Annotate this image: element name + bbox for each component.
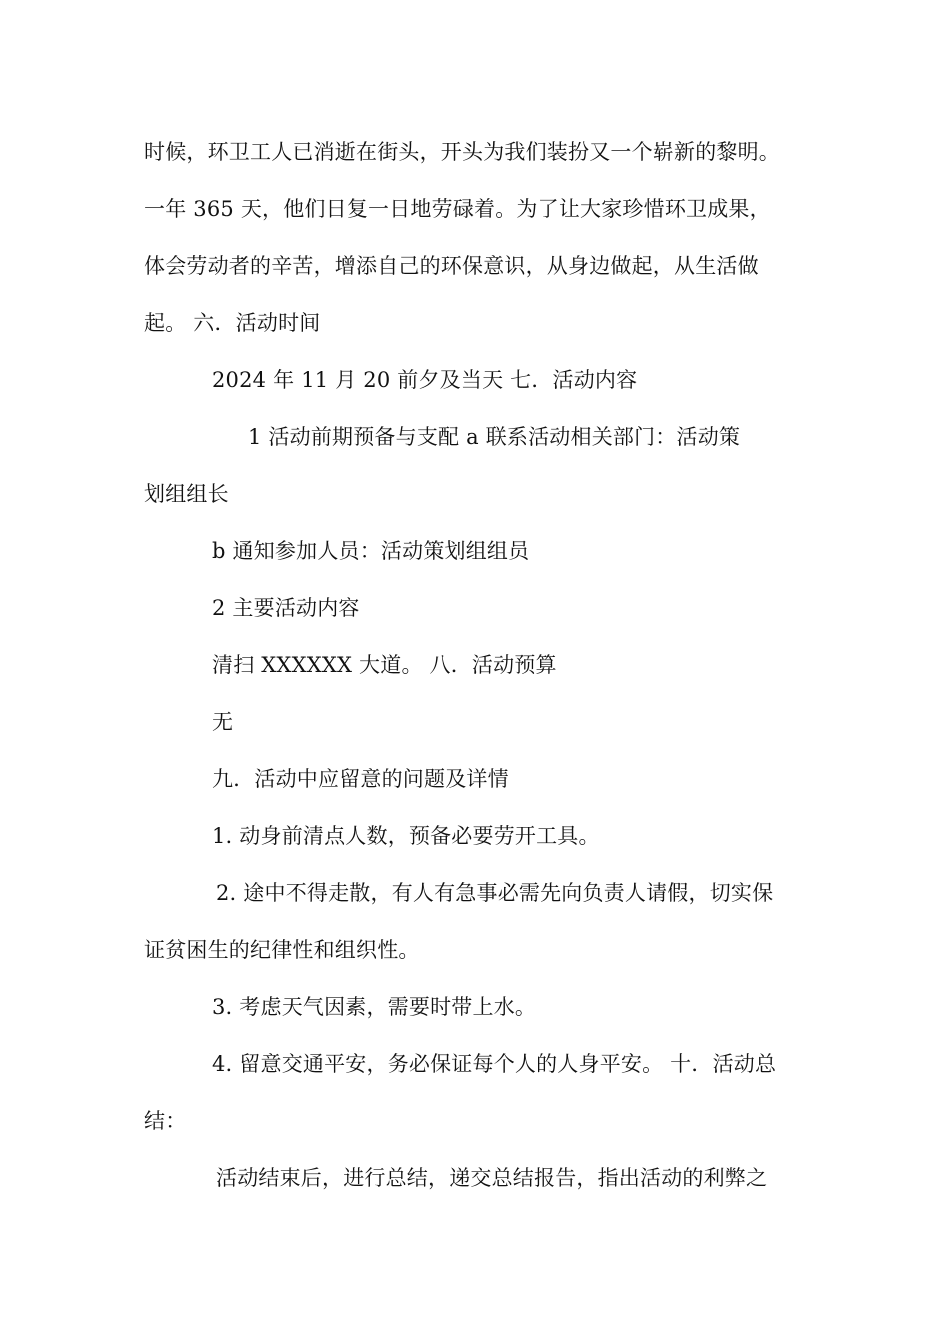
text-line-14: 2. 途中不得走散，有人有急事必需先向负责人请假，切实保 (216, 881, 774, 905)
text-line-6: 1 活动前期预备与支配 a 联系活动相关部门：活动策 (248, 425, 741, 449)
text-line-7: 划组组长 (144, 482, 229, 506)
text-line-4: 起。 六．活动时间 (144, 311, 321, 335)
text-line-19: 活动结束后，进行总结，递交总结报告，指出活动的利弊之 (216, 1166, 768, 1190)
text-line-13: 1. 动身前清点人数，预备必要劳开工具。 (212, 824, 600, 848)
text-line-2: 一年 365 天，他们日复一日地劳碌着。为了让大家珍惜环卫成果， (144, 197, 771, 221)
text-line-18: 结： (144, 1109, 187, 1133)
text-line-16: 3. 考虑天气因素，需要时带上水。 (212, 995, 537, 1019)
text-line-8: b 通知参加人员：活动策划组组员 (212, 539, 530, 563)
text-line-11: 无 (212, 710, 234, 734)
text-line-10: 清扫 XXXXXX 大道。 八．活动预算 (212, 653, 557, 677)
text-line-9: 2 主要活动内容 (212, 596, 360, 620)
text-line-3: 体会劳动者的辛苦，增添自己的环保意识，从身边做起，从生活做 (144, 254, 759, 278)
text-line-15: 证贫困生的纪律性和组织性。 (144, 938, 420, 962)
text-line-17: 4. 留意交通平安，务必保证每个人的人身平安。 十．活动总 (212, 1052, 777, 1076)
text-line-1: 时候，环卫工人已消逝在街头，开头为我们装扮又一个崭新的黎明。 (144, 140, 780, 164)
text-line-12: 九．活动中应留意的问题及详情 (212, 767, 509, 791)
text-line-5: 2024 年 11 月 20 前夕及当天 七．活动内容 (212, 368, 638, 392)
